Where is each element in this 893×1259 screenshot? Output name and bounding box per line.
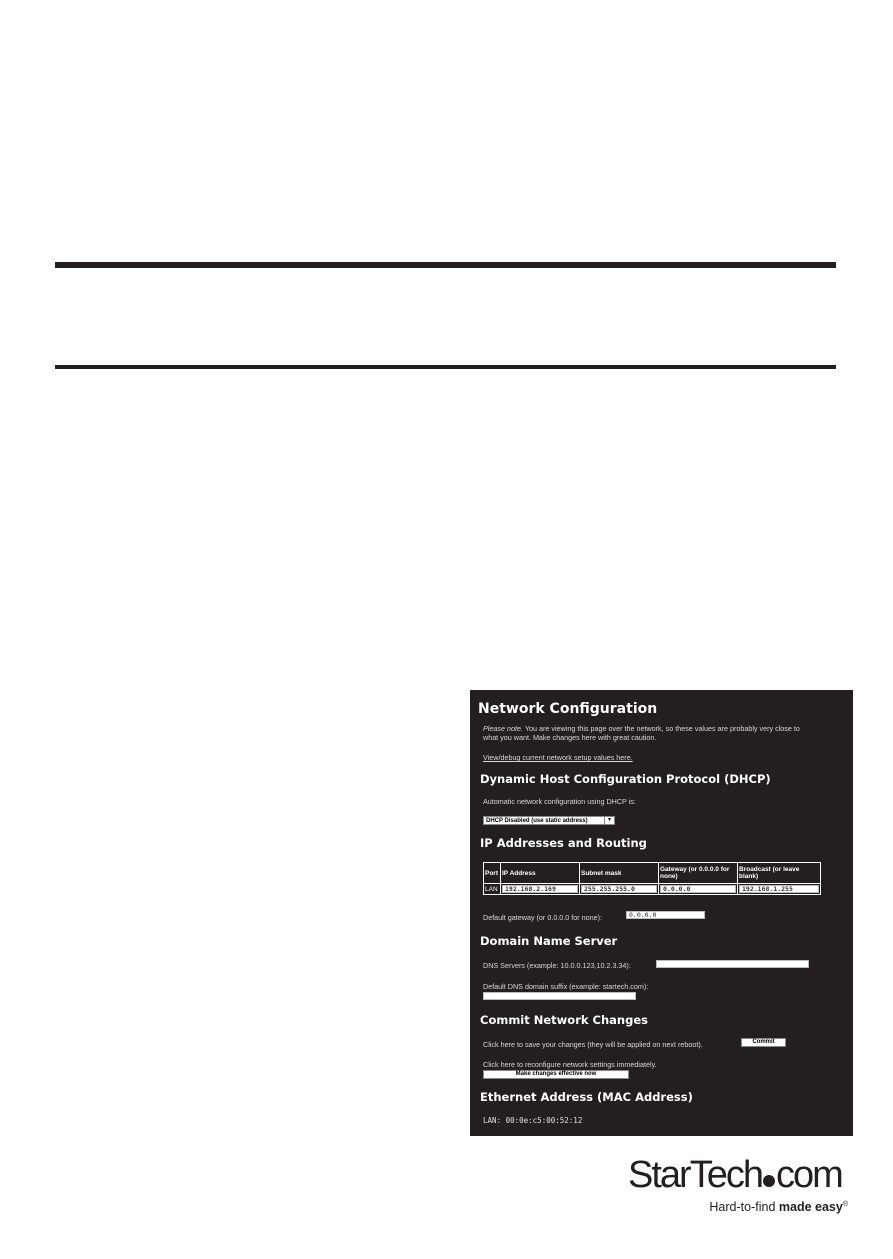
network-config-screenshot	[470, 690, 853, 1136]
mac-address: LAN: 00:0e:c5:00:52:12	[483, 1116, 583, 1125]
col-broadcast: Broadcast (or leave blank)	[738, 863, 821, 884]
dhcp-select[interactable]	[483, 816, 615, 825]
ip-table	[483, 862, 821, 895]
logo-brand-b: com	[775, 1154, 842, 1196]
tagline-a: Hard-to-find	[709, 1200, 779, 1214]
col-gateway: Gateway (or 0.0.0.0 for none)	[659, 863, 738, 884]
default-gateway-input[interactable]: 0.0.0.0	[626, 911, 705, 919]
dns-servers-input[interactable]	[656, 960, 809, 968]
commit-heading: Commit Network Changes	[480, 1013, 648, 1027]
table-header-row	[484, 863, 821, 884]
registered-mark: ®	[842, 1200, 848, 1208]
commit-button[interactable]: Commit	[741, 1038, 786, 1047]
logo-brand-a: StarTech	[628, 1154, 762, 1196]
dns-heading: Domain Name Server	[480, 934, 618, 948]
make-effective-button[interactable]: Make changes effective now	[483, 1070, 629, 1079]
note-lead: Please note.	[483, 724, 523, 733]
dhcp-label: Automatic network configuration using DHCP is:	[483, 797, 636, 806]
note-text: You are viewing this page over the network, so these values are probably very close to what you want. Make changes here with great caution.	[483, 724, 800, 742]
caution-note	[483, 724, 813, 742]
default-gateway-label: Default gateway (or 0.0.0.0 for none):	[483, 913, 603, 922]
ip-heading: IP Addresses and Routing	[480, 836, 647, 850]
reconfigure-text: Click here to reconfigure network settings immediately.	[483, 1060, 657, 1069]
page-title: Network Configuration	[478, 701, 658, 717]
dhcp-selected: DHCP Disabled (use static address)	[486, 818, 588, 824]
col-ip-address: IP Address	[501, 863, 580, 884]
view-debug-link[interactable]: View/debug current network setup values here.	[483, 753, 633, 762]
mac-heading: Ethernet Address (MAC Address)	[480, 1090, 693, 1104]
chevron-down-icon[interactable]: ▼	[604, 817, 614, 824]
table-row	[484, 884, 821, 895]
tagline-b: made easy	[778, 1200, 843, 1214]
logo-tagline	[709, 1200, 848, 1214]
dhcp-heading: Dynamic Host Configuration Protocol (DHCP)	[480, 772, 771, 786]
col-port: Port	[484, 863, 501, 884]
dns-suffix-label: Default DNS domain suffix (example: startech.com):	[483, 982, 649, 991]
row-port: LAN	[484, 884, 501, 895]
subnet-mask-input[interactable]: 255.255.255.0	[581, 885, 657, 893]
dns-suffix-input[interactable]	[483, 992, 636, 1000]
dns-servers-label: DNS Servers (example: 10.0.0.123,10.2.3.34):	[483, 961, 631, 970]
ip-address-input[interactable]: 192.168.2.169	[502, 885, 578, 893]
bottom-rule	[55, 365, 836, 369]
logo-wordmark	[628, 1153, 842, 1197]
logo-dot-icon	[763, 1175, 775, 1187]
top-rule	[55, 262, 836, 268]
col-subnet-mask: Subnet mask	[580, 863, 659, 884]
broadcast-input[interactable]: 192.168.1.255	[739, 885, 819, 893]
gateway-input[interactable]: 0.0.0.0	[660, 885, 736, 893]
startech-logo	[628, 1153, 848, 1223]
save-changes-text: Click here to save your changes (they will be applied on next reboot).	[483, 1040, 703, 1049]
